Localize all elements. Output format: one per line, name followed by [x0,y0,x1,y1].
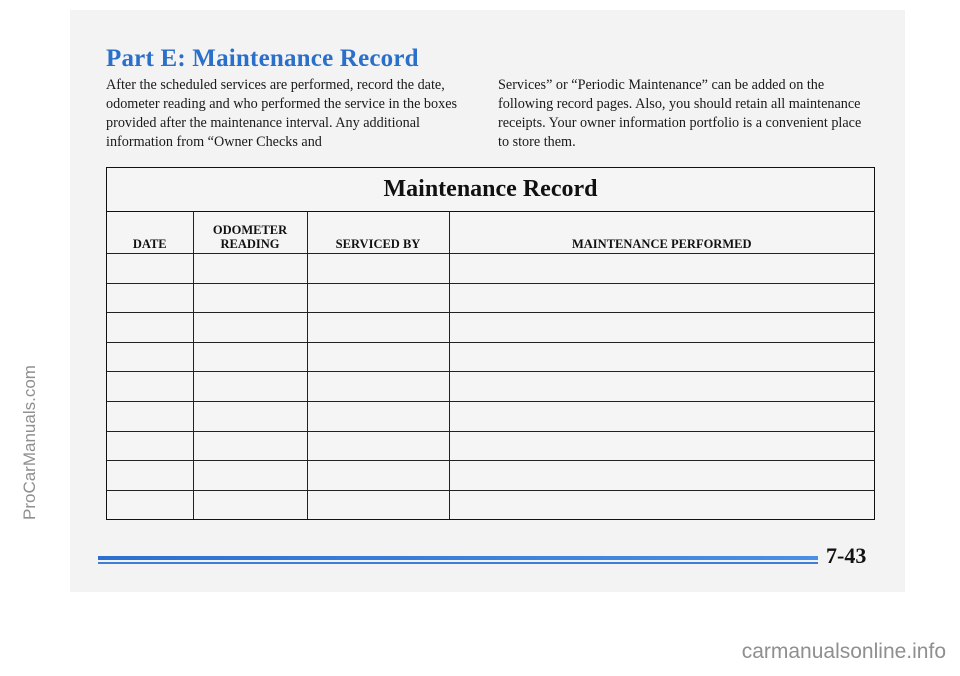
page-number: 7-43 [826,543,867,568]
table-row [107,461,874,491]
intro-paragraph-left: After the scheduled services are performed, record the date, odometer reading and who performed the service in the boxes provided after the maintenance interval. Any additional information from “Owner Checks and [106,77,458,150]
cell-date [107,431,193,461]
cell-date [107,372,193,402]
cell-maintenance [449,401,874,431]
table-row [107,283,874,313]
maintenance-record-form [106,167,875,520]
header-odometer-line2: READING [220,237,280,251]
cell-date [107,401,193,431]
header-maintenance-performed: MAINTENANCE PERFORMED [449,211,874,254]
table-row [107,342,874,372]
watermark-bottom: carmanualsonline.info [741,640,946,663]
table-row [107,372,874,402]
cell-odometer [193,313,307,343]
cell-serviced-by [307,490,449,519]
cell-odometer [193,342,307,372]
cell-serviced-by [307,372,449,402]
watermark-side: ProCarManuals.com [20,365,39,520]
cell-date [107,461,193,491]
table-header-row [107,211,874,254]
cell-serviced-by [307,313,449,343]
cell-odometer [193,401,307,431]
table-row [107,401,874,431]
cell-odometer [193,461,307,491]
cell-maintenance [449,342,874,372]
cell-odometer [193,490,307,519]
cell-date [107,342,193,372]
cell-maintenance [449,461,874,491]
record-table-body [107,254,874,520]
cell-odometer [193,283,307,313]
cell-serviced-by [307,342,449,372]
maintenance-record-table [107,211,874,519]
cell-date [107,254,193,284]
footer-rule [98,556,818,560]
cell-serviced-by [307,461,449,491]
header-odometer-reading [193,211,307,254]
cell-odometer [193,254,307,284]
cell-odometer [193,431,307,461]
header-odometer-line1: ODOMETER [212,223,288,237]
header-date: DATE [107,211,193,254]
section-title: Part E: Maintenance Record [106,45,419,72]
footer-rule-thin [98,562,818,564]
cell-maintenance [449,254,874,284]
cell-date [107,490,193,519]
cell-date [107,313,193,343]
record-title: Maintenance Record [107,168,874,212]
cell-serviced-by [307,401,449,431]
header-serviced-by: SERVICED BY [307,211,449,254]
cell-maintenance [449,490,874,519]
intro-paragraph-right: Services” or “Periodic Maintenance” can be added on the following record pages. Also, you should retain all maintenance receipts. Your owner information portfolio is a convenient place to store them. [498,77,862,150]
table-row [107,313,874,343]
cell-serviced-by [307,431,449,461]
table-row [107,431,874,461]
table-row [107,254,874,284]
cell-date [107,283,193,313]
table-row [107,490,874,519]
cell-maintenance [449,372,874,402]
cell-maintenance [449,283,874,313]
cell-serviced-by [307,283,449,313]
cell-serviced-by [307,254,449,284]
cell-maintenance [449,431,874,461]
cell-maintenance [449,313,874,343]
cell-odometer [193,372,307,402]
